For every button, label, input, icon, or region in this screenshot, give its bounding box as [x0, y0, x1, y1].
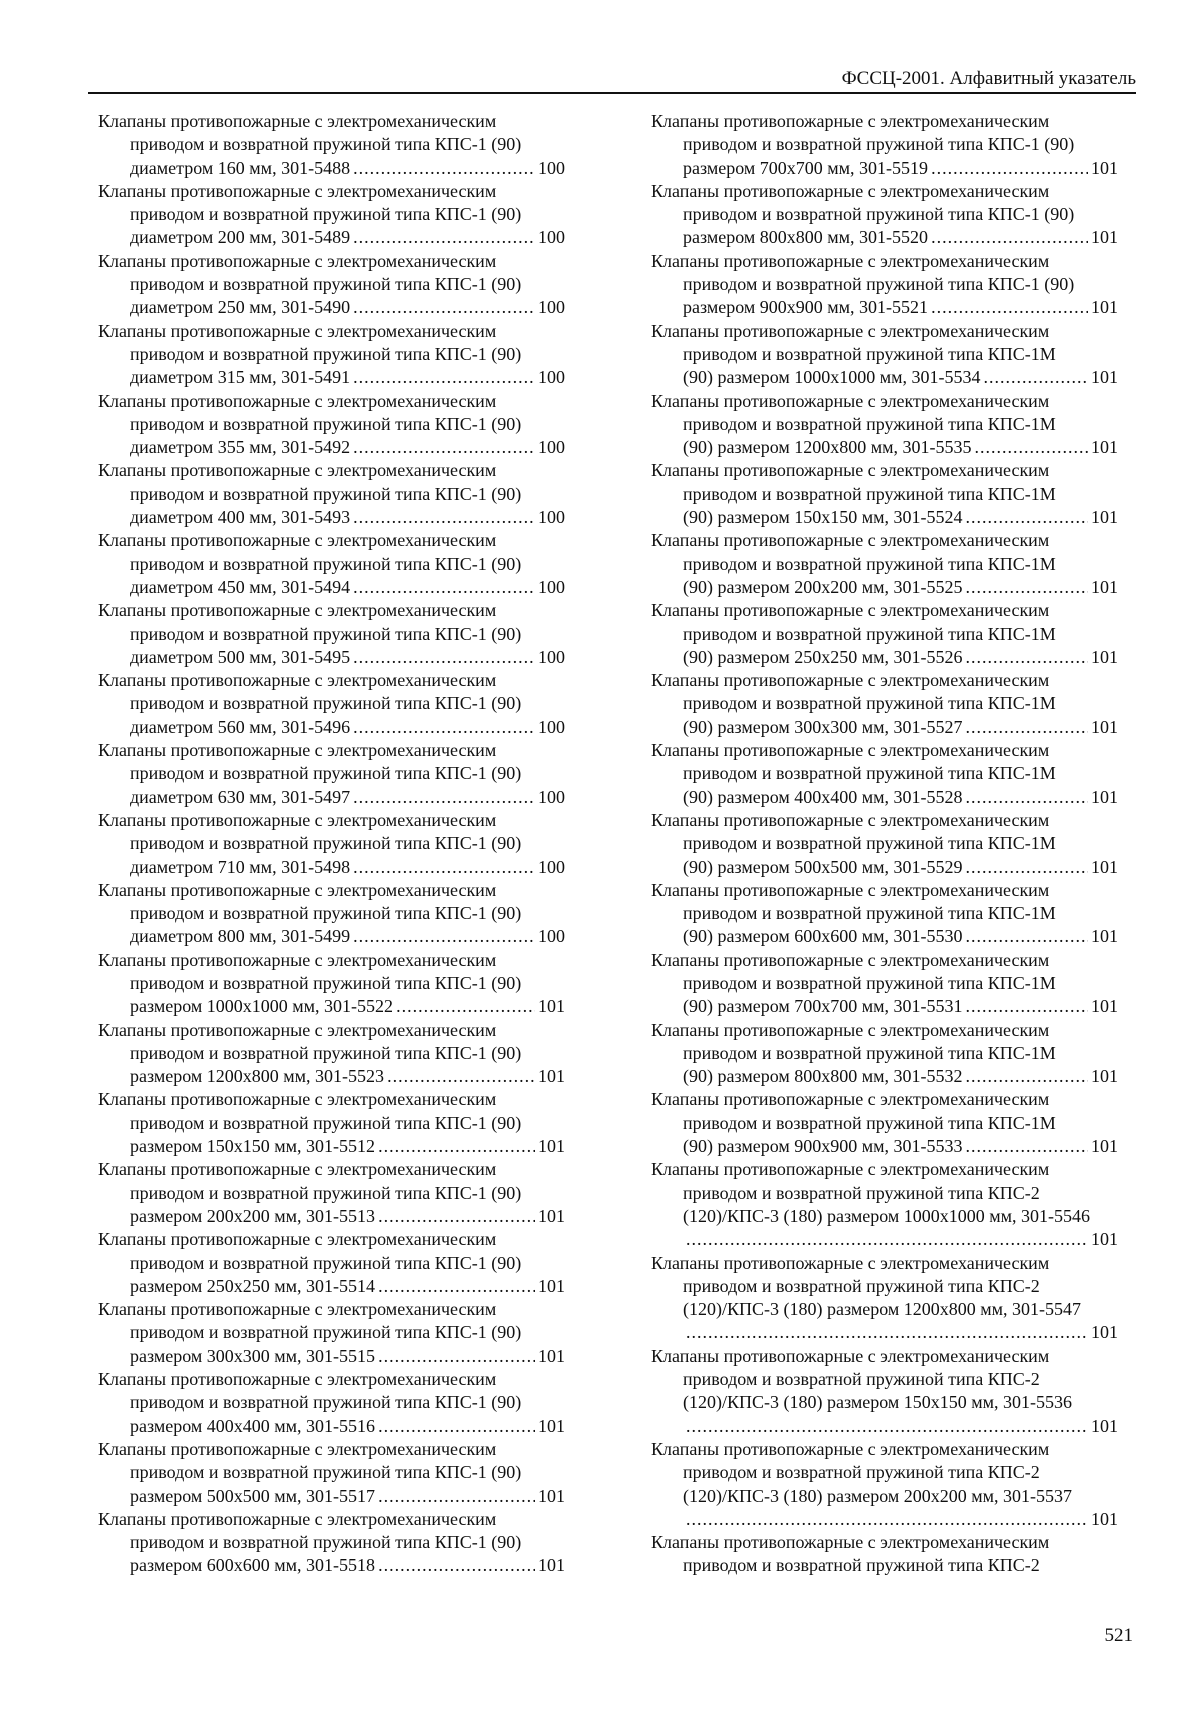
dot-leader — [686, 1415, 1088, 1438]
entry-title-line: Клапаны противопожарные с электромеханическим — [98, 111, 497, 131]
dot-leader — [931, 296, 1088, 319]
index-entry — [651, 809, 1118, 879]
dot-leader — [966, 1135, 1088, 1158]
entry-continuation-line: приводом и возвратной пружиной типа КПС-1 (90) — [130, 483, 522, 504]
entry-code: диаметром 315 мм, 301-5491 — [130, 367, 351, 388]
entry-page-ref: 101 — [1091, 716, 1118, 737]
entry-title-line: Клапаны противопожарные с электромеханическим — [651, 1089, 1050, 1110]
entry-continuation-line: приводом и возвратной пружиной типа КПС-1М — [683, 1112, 1056, 1133]
index-entry — [651, 320, 1118, 390]
entry-last-line — [98, 576, 565, 599]
entry-page-ref: 100 — [538, 367, 565, 388]
index-entry — [651, 739, 1118, 809]
entry-code: размером 250x250 мм, 301-5514 — [130, 1275, 376, 1296]
entry-page-ref: 101 — [1091, 996, 1118, 1017]
entry-continuation-line: приводом и возвратной пружиной типа КПС-2 — [683, 1555, 1040, 1576]
entry-last-line — [651, 786, 1118, 809]
entry-continuation-line: приводом и возвратной пружиной типа КПС-2 — [683, 1462, 1040, 1483]
entry-title-line: Клапаны противопожарные с электромеханическим — [651, 1019, 1050, 1040]
entry-code: (90) размером 800x800 мм, 301-5532 — [683, 1066, 963, 1087]
dot-leader — [353, 296, 535, 319]
entry-last-line — [98, 1415, 565, 1438]
entry-last-line — [98, 1065, 565, 1088]
index-entry — [651, 879, 1118, 949]
entry-continuation-line: приводом и возвратной пружиной типа КПС-1М — [683, 553, 1056, 574]
entry-continuation-line: приводом и возвратной пружиной типа КПС-1М — [683, 693, 1056, 714]
entry-title-line: Клапаны противопожарные с электромеханическим — [651, 320, 1050, 341]
entry-last-line — [651, 1321, 1118, 1344]
entry-continuation-line: приводом и возвратной пружиной типа КПС-1М — [683, 483, 1056, 504]
entry-continuation-line: приводом и возвратной пружиной типа КПС-1 (90) — [130, 1462, 522, 1483]
index-entry — [98, 529, 565, 599]
entry-page-ref: 101 — [1091, 227, 1118, 248]
index-entry — [651, 1345, 1118, 1438]
dot-leader — [353, 506, 535, 529]
entry-continuation-line: приводом и возвратной пружиной типа КПС-1М — [683, 623, 1056, 644]
entry-title-line: Клапаны противопожарные с электромеханическим — [98, 809, 497, 830]
entry-code: размером 800x800 мм, 301-5520 — [683, 227, 929, 248]
entry-code: диаметром 400 мм, 301-5493 — [130, 507, 351, 528]
entry-last-line — [651, 925, 1118, 948]
entry-page-ref: 100 — [538, 646, 565, 667]
entry-code: диаметром 710 мм, 301-5498 — [130, 856, 351, 877]
dot-leader — [353, 716, 535, 739]
index-entry — [98, 809, 565, 879]
entry-last-line — [98, 856, 565, 879]
entry-title-line: Клапаны противопожарные с электромеханическим — [98, 1089, 497, 1110]
entry-code: размером 200x200 мм, 301-5513 — [130, 1205, 376, 1226]
entry-continuation-line: приводом и возвратной пружиной типа КПС-1 (90) — [130, 413, 522, 434]
index-entry — [98, 180, 565, 250]
entry-title-line: Клапаны противопожарные с электромеханическим — [651, 390, 1050, 411]
entry-continuation-line: приводом и возвратной пружиной типа КПС-1М — [683, 763, 1056, 784]
entry-continuation-line: приводом и возвратной пружиной типа КПС-2 — [683, 1369, 1040, 1390]
entry-last-line — [651, 1415, 1118, 1438]
entry-continuation-line: приводом и возвратной пружиной типа КПС-1 (90) — [130, 833, 522, 854]
entry-title-line: Клапаны противопожарные с электромеханическим — [651, 1438, 1050, 1459]
entry-last-line — [98, 995, 565, 1018]
entry-page-ref: 101 — [538, 1415, 565, 1436]
entry-code: размером 400x400 мм, 301-5516 — [130, 1415, 376, 1436]
entry-code: диаметром 800 мм, 301-5499 — [130, 926, 351, 947]
entry-last-line — [98, 786, 565, 809]
entry-page-ref: 101 — [1091, 1508, 1118, 1529]
dot-leader — [966, 576, 1088, 599]
index-entry — [98, 1158, 565, 1228]
dot-leader — [966, 925, 1088, 948]
entry-last-line — [98, 925, 565, 948]
entry-continuation-line: приводом и возвратной пружиной типа КПС-1М — [683, 413, 1056, 434]
entry-continuation-line: (120)/КПС-3 (180) размером 200x200 мм, 301-5537 — [683, 1485, 1073, 1506]
dot-leader — [686, 1321, 1088, 1344]
entry-continuation-line: приводом и возвратной пружиной типа КПС-1 (90) — [130, 763, 522, 784]
entry-last-line — [651, 506, 1118, 529]
index-entry — [651, 459, 1118, 529]
dot-leader — [353, 646, 535, 669]
entry-last-line — [98, 1135, 565, 1158]
index-entry — [98, 599, 565, 669]
entry-title-line: Клапаны противопожарные с электромеханическим — [651, 879, 1050, 900]
page-number: 521 — [1104, 1625, 1133, 1646]
dot-leader — [378, 1415, 535, 1438]
entry-title-line: Клапаны противопожарные с электромеханическим — [98, 250, 497, 271]
entry-continuation-line: приводом и возвратной пружиной типа КПС-1 (90) — [130, 1322, 522, 1343]
entry-continuation-line: приводом и возвратной пружиной типа КПС-1 (90) — [130, 1042, 522, 1063]
entry-last-line — [651, 1065, 1118, 1088]
entry-title-line: Клапаны противопожарные с электромеханическим — [651, 949, 1050, 970]
dot-leader — [378, 1275, 535, 1298]
entry-title-line: Клапаны противопожарные с электромеханическим — [98, 1508, 497, 1529]
entry-page-ref: 101 — [538, 1275, 565, 1296]
index-entry — [98, 949, 565, 1019]
entry-continuation-line: приводом и возвратной пружиной типа КПС-1 (90) — [130, 1392, 522, 1413]
index-entry — [651, 669, 1118, 739]
entry-title-line: Клапаны противопожарные с электромеханическим — [98, 1299, 497, 1320]
entry-page-ref: 101 — [538, 1345, 565, 1366]
entry-continuation-line: приводом и возвратной пружиной типа КПС-1 (90) — [130, 623, 522, 644]
dot-leader — [353, 856, 535, 879]
index-column-right — [651, 110, 1118, 1578]
dot-leader — [966, 716, 1088, 739]
header-title: ФССЦ-2001. Алфавитный указатель — [841, 68, 1136, 89]
entry-code: (90) размером 600x600 мм, 301-5530 — [683, 926, 963, 947]
entry-last-line — [98, 646, 565, 669]
entry-continuation-line: приводом и возвратной пружиной типа КПС-1М — [683, 833, 1056, 854]
entry-continuation-line: приводом и возвратной пружиной типа КПС-1 (90) — [130, 1112, 522, 1133]
entry-page-ref: 100 — [538, 157, 565, 178]
entry-last-line — [98, 1275, 565, 1298]
index-entry — [651, 250, 1118, 320]
entry-page-ref: 100 — [538, 437, 565, 458]
entry-code: диаметром 355 мм, 301-5492 — [130, 437, 351, 458]
dot-leader — [686, 1228, 1088, 1251]
entry-last-line — [651, 366, 1118, 389]
entry-page-ref: 101 — [1091, 507, 1118, 528]
entry-page-ref: 101 — [1091, 1322, 1118, 1343]
dot-leader — [378, 1485, 535, 1508]
entry-code: (90) размером 300x300 мм, 301-5527 — [683, 716, 963, 737]
entry-title-line: Клапаны противопожарные с электромеханическим — [98, 1159, 497, 1180]
dot-leader — [966, 856, 1088, 879]
dot-leader — [353, 366, 535, 389]
entry-continuation-line: приводом и возвратной пружиной типа КПС-2 — [683, 1275, 1040, 1296]
index-entry — [98, 739, 565, 809]
entry-continuation-line: приводом и возвратной пружиной типа КПС-1М — [683, 903, 1056, 924]
entry-code: (90) размером 400x400 мм, 301-5528 — [683, 786, 963, 807]
entry-continuation-line: приводом и возвратной пружиной типа КПС-1 (90) — [130, 1252, 522, 1273]
entry-continuation-line: приводом и возвратной пружиной типа КПС-1М — [683, 343, 1056, 364]
entry-continuation-line: приводом и возвратной пружиной типа КПС-1 (90) — [130, 274, 522, 295]
dot-leader — [966, 786, 1088, 809]
entry-title-line: Клапаны противопожарные с электромеханическим — [98, 670, 497, 691]
entry-title-line: Клапаны противопожарные с электромеханическим — [651, 1345, 1050, 1366]
dot-leader — [396, 995, 535, 1018]
dot-leader — [975, 436, 1088, 459]
entry-title-line: Клапаны противопожарные с электромеханическим — [98, 460, 497, 481]
entry-title-line: Клапаны противопожарные с электромеханическим — [98, 180, 497, 201]
entry-last-line — [651, 1135, 1118, 1158]
index-entry — [98, 1298, 565, 1368]
entry-page-ref: 101 — [1091, 926, 1118, 947]
entry-title-line: Клапаны противопожарные с электромеханическим — [651, 1159, 1050, 1180]
entry-continuation-line: приводом и возвратной пружиной типа КПС-1 (90) — [130, 553, 522, 574]
index-entry — [651, 390, 1118, 460]
dot-leader — [353, 226, 535, 249]
page-header — [88, 58, 1136, 94]
entry-last-line — [651, 576, 1118, 599]
entry-last-line — [98, 1554, 565, 1577]
dot-leader — [931, 157, 1088, 180]
entry-page-ref: 100 — [538, 856, 565, 877]
entry-page-ref: 101 — [1091, 297, 1118, 318]
index-entry — [98, 1368, 565, 1438]
entry-code: (90) размером 700x700 мм, 301-5531 — [683, 996, 963, 1017]
entry-page-ref: 100 — [538, 926, 565, 947]
entry-continuation-line: приводом и возвратной пружиной типа КПС-1М — [683, 972, 1056, 993]
entry-last-line — [651, 1508, 1118, 1531]
entry-last-line — [651, 296, 1118, 319]
entry-page-ref: 101 — [1091, 437, 1118, 458]
index-entry — [98, 1438, 565, 1508]
entry-title-line: Клапаны противопожарные с электромеханическим — [98, 600, 497, 621]
entry-code: диаметром 450 мм, 301-5494 — [130, 576, 351, 597]
index-entry — [98, 459, 565, 529]
entry-last-line — [98, 366, 565, 389]
entry-continuation-line: приводом и возвратной пружиной типа КПС-1 (90) — [130, 134, 522, 155]
entry-code: (90) размером 150x150 мм, 301-5524 — [683, 507, 963, 528]
entry-page-ref: 101 — [1091, 367, 1118, 388]
entry-title-line: Клапаны противопожарные с электромеханическим — [98, 1369, 497, 1390]
entry-title-line: Клапаны противопожарные с электромеханическим — [98, 530, 497, 551]
entry-continuation-line: приводом и возвратной пружиной типа КПС-1 (90) — [130, 693, 522, 714]
entry-title-line: Клапаны противопожарные с электромеханическим — [651, 740, 1050, 761]
entry-code: размером 1000x1000 мм, 301-5522 — [130, 996, 394, 1017]
entry-last-line — [98, 157, 565, 180]
entry-page-ref: 101 — [538, 1205, 565, 1226]
entry-title-line: Клапаны противопожарные с электромеханическим — [651, 670, 1050, 691]
entry-code: размером 1200x800 мм, 301-5523 — [130, 1066, 385, 1087]
entry-last-line — [651, 157, 1118, 180]
dot-leader — [353, 576, 535, 599]
entry-last-line — [651, 856, 1118, 879]
entry-page-ref: 101 — [538, 996, 565, 1017]
entry-last-line — [651, 1228, 1118, 1251]
entry-title-line: Клапаны противопожарные с электромеханическим — [98, 1019, 497, 1040]
entry-continuation-line: приводом и возвратной пружиной типа КПС-1 (90) — [130, 1532, 522, 1553]
entry-last-line — [651, 436, 1118, 459]
entry-page-ref: 101 — [538, 1485, 565, 1506]
entry-code: (90) размером 200x200 мм, 301-5525 — [683, 576, 963, 597]
index-entry — [98, 320, 565, 390]
entry-code: размером 900x900 мм, 301-5521 — [683, 297, 929, 318]
index-entry — [98, 669, 565, 739]
entry-page-ref: 101 — [538, 1555, 565, 1576]
dot-leader — [931, 226, 1088, 249]
entry-page-ref: 100 — [538, 227, 565, 248]
entry-code: (90) размером 1200x800 мм, 301-5535 — [683, 437, 972, 458]
entry-title-line: Клапаны противопожарные с электромеханическим — [651, 530, 1050, 551]
entry-code: (90) размером 1000x1000 мм, 301-5534 — [683, 367, 981, 388]
entry-last-line — [651, 226, 1118, 249]
index-column-left — [98, 110, 565, 1578]
entry-title-line: Клапаны противопожарные с электромеханическим — [98, 879, 497, 900]
entry-last-line — [98, 226, 565, 249]
entry-continuation-line: приводом и возвратной пружиной типа КПС-1 (90) — [683, 274, 1075, 295]
dot-leader — [387, 1065, 535, 1088]
entry-title-line: Клапаны противопожарные с электромеханическим — [651, 809, 1050, 830]
entry-continuation-line: приводом и возвратной пружиной типа КПС-1 (90) — [130, 1182, 522, 1203]
entry-last-line — [98, 1485, 565, 1508]
entry-code: размером 500x500 мм, 301-5517 — [130, 1485, 376, 1506]
entry-continuation-line: приводом и возвратной пружиной типа КПС-1 (90) — [130, 343, 522, 364]
index-entry — [651, 110, 1118, 180]
entry-code: размером 600x600 мм, 301-5518 — [130, 1555, 376, 1576]
entry-continuation-line: приводом и возвратной пружиной типа КПС-1 (90) — [683, 204, 1075, 225]
index-entry — [651, 529, 1118, 599]
entry-title-line: Клапаны противопожарные с электромеханическим — [651, 460, 1050, 481]
entry-page-ref: 101 — [1091, 1415, 1118, 1436]
entry-title-line: Клапаны противопожарные с электромеханическим — [98, 740, 497, 761]
entry-title-line: Клапаны противопожарные с электромеханическим — [651, 250, 1050, 271]
entry-title-line: Клапаны противопожарные с электромеханическим — [651, 111, 1050, 131]
index-entry — [651, 1531, 1118, 1578]
entry-title-line: Клапаны противопожарные с электромеханическим — [651, 1252, 1050, 1273]
index-entry — [98, 1019, 565, 1089]
entry-last-line — [98, 506, 565, 529]
index-entry — [651, 1088, 1118, 1158]
entry-title-line: Клапаны противопожарные с электромеханическим — [98, 390, 497, 411]
entry-last-line — [651, 646, 1118, 669]
entry-page-ref: 100 — [538, 507, 565, 528]
index-entry — [98, 250, 565, 320]
dot-leader — [378, 1345, 535, 1368]
dot-leader — [378, 1554, 535, 1577]
entry-title-line: Клапаны противопожарные с электромеханическим — [651, 600, 1050, 621]
index-entry — [98, 390, 565, 460]
dot-leader — [966, 1065, 1088, 1088]
dot-leader — [966, 506, 1088, 529]
dot-leader — [984, 366, 1088, 389]
dot-leader — [966, 646, 1088, 669]
index-entry — [98, 879, 565, 949]
entry-title-line: Клапаны противопожарные с электромеханическим — [651, 180, 1050, 201]
index-entry — [651, 599, 1118, 669]
entry-page-ref: 101 — [1091, 856, 1118, 877]
entry-code: диаметром 200 мм, 301-5489 — [130, 227, 351, 248]
dot-leader — [378, 1135, 535, 1158]
entry-title-line: Клапаны противопожарные с электромеханическим — [98, 949, 497, 970]
entry-page-ref: 101 — [1091, 1229, 1118, 1250]
index-entry — [651, 949, 1118, 1019]
entry-continuation-line: приводом и возвратной пружиной типа КПС-1 (90) — [130, 204, 522, 225]
entry-code: диаметром 250 мм, 301-5490 — [130, 297, 351, 318]
entry-code: (90) размером 900x900 мм, 301-5533 — [683, 1136, 963, 1157]
entry-last-line — [98, 1345, 565, 1368]
entry-code: размером 700x700 мм, 301-5519 — [683, 157, 929, 178]
entry-page-ref: 101 — [1091, 786, 1118, 807]
entry-continuation-line: приводом и возвратной пружиной типа КПС-1 (90) — [130, 972, 522, 993]
entry-continuation-line: (120)/КПС-3 (180) размером 1000x1000 мм, 301-5546 — [683, 1205, 1091, 1226]
index-entry — [651, 180, 1118, 250]
entry-last-line — [98, 1205, 565, 1228]
entry-code: размером 150x150 мм, 301-5512 — [130, 1136, 376, 1157]
index-entry — [98, 1088, 565, 1158]
dot-leader — [378, 1205, 535, 1228]
entry-last-line — [98, 296, 565, 319]
index-entry — [98, 1228, 565, 1298]
entry-page-ref: 101 — [1091, 157, 1118, 178]
entry-code: диаметром 560 мм, 301-5496 — [130, 716, 351, 737]
entry-continuation-line: приводом и возвратной пружиной типа КПС-1М — [683, 1042, 1056, 1063]
entry-last-line — [98, 436, 565, 459]
entry-last-line — [651, 716, 1118, 739]
index-entry — [651, 1438, 1118, 1531]
entry-continuation-line: (120)/КПС-3 (180) размером 150x150 мм, 301-5536 — [683, 1392, 1073, 1413]
index-entry — [98, 1508, 565, 1578]
dot-leader — [353, 436, 535, 459]
entry-page-ref: 101 — [1091, 576, 1118, 597]
entry-code: (90) размером 250x250 мм, 301-5526 — [683, 646, 963, 667]
entry-code: диаметром 160 мм, 301-5488 — [130, 157, 351, 178]
dot-leader — [966, 995, 1088, 1018]
entry-page-ref: 100 — [538, 297, 565, 318]
entry-last-line — [651, 995, 1118, 1018]
entry-continuation-line: (120)/КПС-3 (180) размером 1200x800 мм, 301-5547 — [683, 1299, 1082, 1320]
entry-page-ref: 101 — [538, 1066, 565, 1087]
index-entry — [651, 1158, 1118, 1251]
index-entry — [98, 110, 565, 180]
entry-title-line: Клапаны противопожарные с электромеханическим — [98, 1229, 497, 1250]
entry-code: размером 300x300 мм, 301-5515 — [130, 1345, 376, 1366]
entry-code: диаметром 630 мм, 301-5497 — [130, 786, 351, 807]
dot-leader — [686, 1508, 1088, 1531]
index-entry — [651, 1252, 1118, 1345]
entry-continuation-line: приводом и возвратной пружиной типа КПС-2 — [683, 1182, 1040, 1203]
entry-last-line — [98, 716, 565, 739]
entry-title-line: Клапаны противопожарные с электромеханическим — [98, 1438, 497, 1459]
entry-page-ref: 101 — [1091, 1066, 1118, 1087]
entry-page-ref: 101 — [1091, 646, 1118, 667]
entry-code: (90) размером 500x500 мм, 301-5529 — [683, 856, 963, 877]
dot-leader — [353, 925, 535, 948]
entry-page-ref: 100 — [538, 716, 565, 737]
entry-page-ref: 101 — [538, 1136, 565, 1157]
dot-leader — [353, 157, 535, 180]
entry-page-ref: 100 — [538, 576, 565, 597]
entry-code: диаметром 500 мм, 301-5495 — [130, 646, 351, 667]
entry-title-line: Клапаны противопожарные с электромеханическим — [651, 1532, 1050, 1553]
entry-continuation-line: приводом и возвратной пружиной типа КПС-1 (90) — [130, 903, 522, 924]
entry-continuation-line: приводом и возвратной пружиной типа КПС-1 (90) — [683, 134, 1075, 155]
dot-leader — [353, 786, 535, 809]
entry-page-ref: 100 — [538, 786, 565, 807]
entry-page-ref: 101 — [1091, 1136, 1118, 1157]
entry-title-line: Клапаны противопожарные с электромеханическим — [98, 320, 497, 341]
index-entry — [651, 1019, 1118, 1089]
